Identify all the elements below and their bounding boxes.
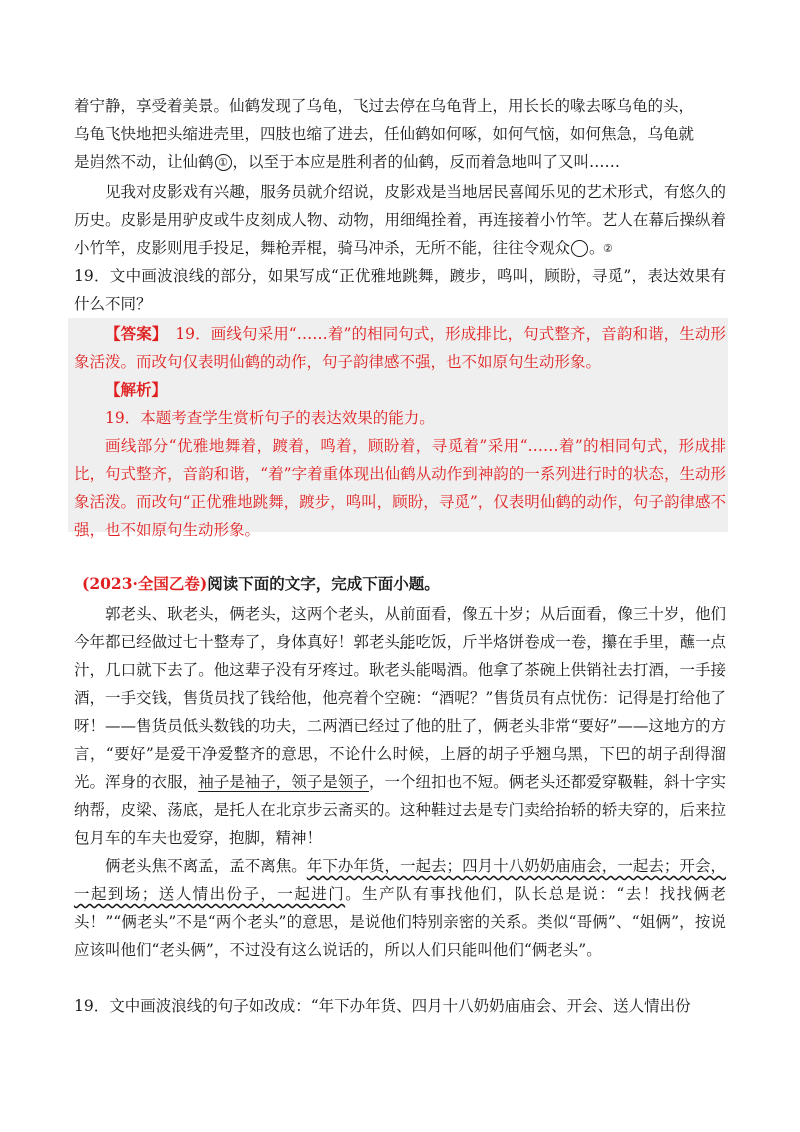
passage2-p1-text-b: 吃饭，斤半烙饼卷成一卷，攥在手里，蘸一点汁，几口就下去了。他这辈子没有牙疼过。耿老头能喝酒。他拿了茶碗上供销社去打酒，一手接酒，一手交钱，售货员找了钱给他，他亮着个空碗：“酒呢？”售货员有点忧伤：记得是打给他了呀！——售货员低头数钱的功夫，二两酒已经过了他的肚了，俩老头非常“要好”——这地方的方言，“要好”是爱干净爱整齐的意思，不论什么时候，上唇的胡子乎翘乌黑，下巴的胡子刮得溜光。浑身的衣服， — [74, 633, 726, 791]
passage1-paragraph2-text: 见我对皮影戏有兴趣，服务员就介绍说，皮影戏是当地居民喜闻乐见的艺术形式，有悠久的历史。皮影是用驴皮或牛皮刻成人物、动物，用细绳拴着，再连接着小竹竿。艺人在幕后操纵着小竹竿，皮影则甩手投足，舞枪弄棍，骑马冲杀，无所不能，往往令观众 — [74, 183, 726, 257]
passage1-line3-start: 是岿然不动，让仙鹤 — [74, 153, 214, 171]
question-19-first: 19．文中画波浪线的部分，如果写成“正优雅地跳舞，踱步，鸣叫，顾盼，寻觅”，表达效果有什么不同？ — [74, 267, 726, 313]
passage2-p1-text-c: ，一个纽扣也不短。俩老头还都爱穿靸鞋，斜十字实纳帮，皮梁、荡底，是托人在北京步云斋买的。这种鞋过去是专门卖给抬轿的轿夫穿的，后来拉包月车的车夫也爱穿，抱脚，精神！ — [74, 773, 726, 847]
exam-source: (2023·全国乙卷) — [82, 574, 208, 593]
passage1-line1: 着宁静，享受着美景。仙鹤发现了乌龟，飞过去停在乌龟背上，用长长的喙去啄乌龟的头， — [74, 97, 695, 115]
section2-header — [82, 570, 734, 598]
emphasis-dot-word: 能 — [400, 633, 416, 651]
passage2-paragraph1 — [74, 600, 726, 852]
analysis-tag-line — [74, 376, 726, 404]
passage1-line2: 乌龟飞快地把头缩进壳里，四肢也缩了进去，任仙鹤如何啄，如何气恼，如何焦急，乌龟就 — [74, 125, 695, 143]
passage2-p2-text-b: 。生产队有事找他们，队长总是说：“去！找找俩老头！”“俩老头”不是“两个老头”的意思，是说他们特别亲密的关系。类似“哥俩”、“姐俩”，按说应该叫他们“老头俩”，不过没有这么说话的，所以人们只能叫他们“俩老头”。 — [74, 885, 726, 959]
passage2-paragraph2 — [74, 852, 726, 964]
answer-tag: 【答案】 — [105, 324, 160, 343]
question-19-second: 19．文中画波浪线的句子如改成：“年下办年货、四月十八奶奶庙庙会、开会、送人情出份 — [74, 997, 691, 1015]
answer-paragraph — [74, 320, 726, 376]
blank-marker-1: ① — [215, 154, 232, 171]
section2-instruction: 阅读下面的文字，完成下面小题。 — [207, 574, 440, 593]
passage1-line3-end: ，以至于本应是胜利者的仙鹤，反而着急地叫了又叫…… — [232, 153, 621, 171]
answer-text: 19．画线句采用“……着”的相同句式，形成排比，句式整齐，音韵和谐，生动形象活泼。而改句仅表明仙鹤的动作，句子韵律感不强，也不如原句生动形象。 — [74, 325, 726, 371]
passage1-line3 — [74, 148, 726, 176]
analysis-line1: 19．本题考查学生赏析句子的表达效果的能力。 — [105, 409, 435, 427]
wavy-underlined-sentence: 年下办年货，一起去；四月十八奶奶庙庙会，一起去；开会，一起到场；送人情出份子，一起进门 — [74, 857, 726, 903]
passage1-paragraph2-end: 。 — [589, 239, 605, 257]
analysis-paragraph: 画线部分“优雅地舞着，踱着，鸣着，顾盼着，寻觅着”采用“……着”的相同句式，形成排比，句式整齐，音韵和谐，“着”字着重体现出仙鹤从动作到神韵的一系列进行时的状态，生动形象活泼。而改句“正优雅地跳舞，踱步，鸣叫，顾盼，寻觅”，仅表明仙鹤的动作，句子韵律感不强，也不如原句生动形象。 — [74, 437, 726, 539]
passage2-p2-text-a: 俩老头焦不离孟，孟不离焦。 — [105, 857, 307, 875]
underlined-phrase: 袖子是袖子，领子是领子 — [198, 773, 369, 791]
passage2-p1-text-a: 郭老头、耿老头，俩老头，这两个老头，从前面看，像五十岁；从后面看，像三十岁，他们今年都已经做过七十整寿了，身体真好！郭老头 — [74, 605, 726, 651]
analysis-tag: 【解析】 — [105, 380, 168, 399]
blank-marker-2: ② — [571, 240, 588, 257]
passage1-paragraph2 — [74, 178, 726, 262]
